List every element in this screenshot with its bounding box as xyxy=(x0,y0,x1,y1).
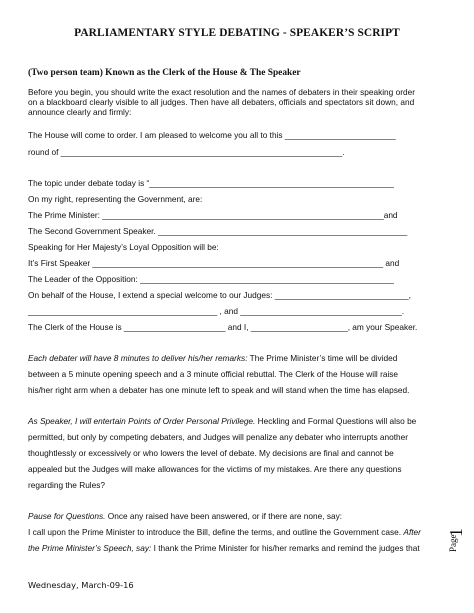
footer-date: Wednesday, March-09-16 xyxy=(28,580,134,590)
intro-line-2: on a blackboard clearly visible to all judges. Then have all debaters, officials and spectators sit down, and xyxy=(28,97,415,107)
opposition-intro-line: Speaking for Her Majesty’s Loyal Opposition will be: xyxy=(28,242,219,252)
rules-order-line-4: appealed but the Judges will make allowances for the victims of my mistakes. Are there any questions xyxy=(28,464,402,474)
rules-time-line-2: between a 5 minute opening speech and a 3 minute official rebuttal. The Clerk of the House will raise xyxy=(28,369,399,379)
pm-speech-rest: I thank the Prime Minister for his/her remarks and remind the judges that xyxy=(151,543,420,553)
second-speaker-line: The Second Government Speaker. ______________________________________________________ xyxy=(28,226,408,236)
welcome-line: The House will come to order. I am pleased to welcome you all to this ________________________ xyxy=(28,130,396,140)
round-line: round of _____________________________________________________________. xyxy=(28,147,345,157)
pause-italic: Pause for Questions. xyxy=(28,511,106,521)
page-label: Page xyxy=(448,534,458,552)
intro-line-1: Before you begin, you should write the exact resolution and the names of debaters in their speaking order xyxy=(28,87,415,97)
rules-time-line-1 xyxy=(28,353,448,363)
call-line-2 xyxy=(28,543,448,553)
rules-order-line-5: regarding the Rules? xyxy=(28,480,106,490)
first-speaker-line: It’s First Speaker _______________________________________________________________ and xyxy=(28,258,400,268)
call-line-1 xyxy=(28,527,448,537)
rules-time-line-3: his/her right arm when a debater has one minute left to speak and will stand when the time has elapsed. xyxy=(28,385,410,395)
rules-time-rest: The Prime Minister’s time will be divided xyxy=(247,353,398,363)
rules-order-rest: Heckling and Formal Questions will also be xyxy=(255,416,417,426)
rules-order-italic: As Speaker, I will entertain Points of Order Personal Privilege. xyxy=(28,416,256,426)
rules-order-line-3: thoughtlessly or excessively or who lowers the level of debate. My decisions are final and cannot be xyxy=(28,448,394,458)
judges-line-2: _________________________________________ , and ___________________________________. xyxy=(28,306,405,316)
government-intro-line: On my right, representing the Government, are: xyxy=(28,194,203,204)
clerk-speaker-line: The Clerk of the House is ______________________ and I, _____________________, am your Speaker. xyxy=(28,322,418,332)
call-after: After xyxy=(403,527,421,537)
page-number: 1 xyxy=(446,528,466,537)
document-title: PARLIAMENTARY STYLE DEBATING - SPEAKER’S SCRIPT xyxy=(74,27,400,39)
call-start: I call upon the Prime Minister to introduce the Bill, define the terms, and outline the Government case. xyxy=(28,527,404,537)
document-subtitle: (Two person team) Known as the Clerk of the House & The Speaker xyxy=(28,68,301,78)
rules-time-italic: Each debater will have 8 minutes to deliver his/her remarks: xyxy=(28,353,248,363)
intro-line-3: announce clearly and firmly: xyxy=(28,107,132,117)
topic-line: The topic under debate today is “_____________________________________________________ xyxy=(28,178,394,188)
prime-minister-line: The Prime Minister: _____________________________________________________________and xyxy=(28,210,398,220)
pm-speech-italic: the Prime Minister’s Speech, say: xyxy=(28,543,152,553)
opposition-leader-line: The Leader of the Opposition: _______________________________________________________ xyxy=(28,274,394,284)
pause-line xyxy=(28,511,448,521)
judges-line-1: On behalf of the House, I extend a special welcome to our Judges: _____________________________, xyxy=(28,290,411,300)
rules-order-line-1 xyxy=(28,416,448,426)
rules-order-line-2: permitted, but only by competing debaters, and Judges will penalize any debater who interrupts another xyxy=(28,432,409,442)
pause-rest: Once any raised have been answered, or if there are none, say: xyxy=(105,511,343,521)
